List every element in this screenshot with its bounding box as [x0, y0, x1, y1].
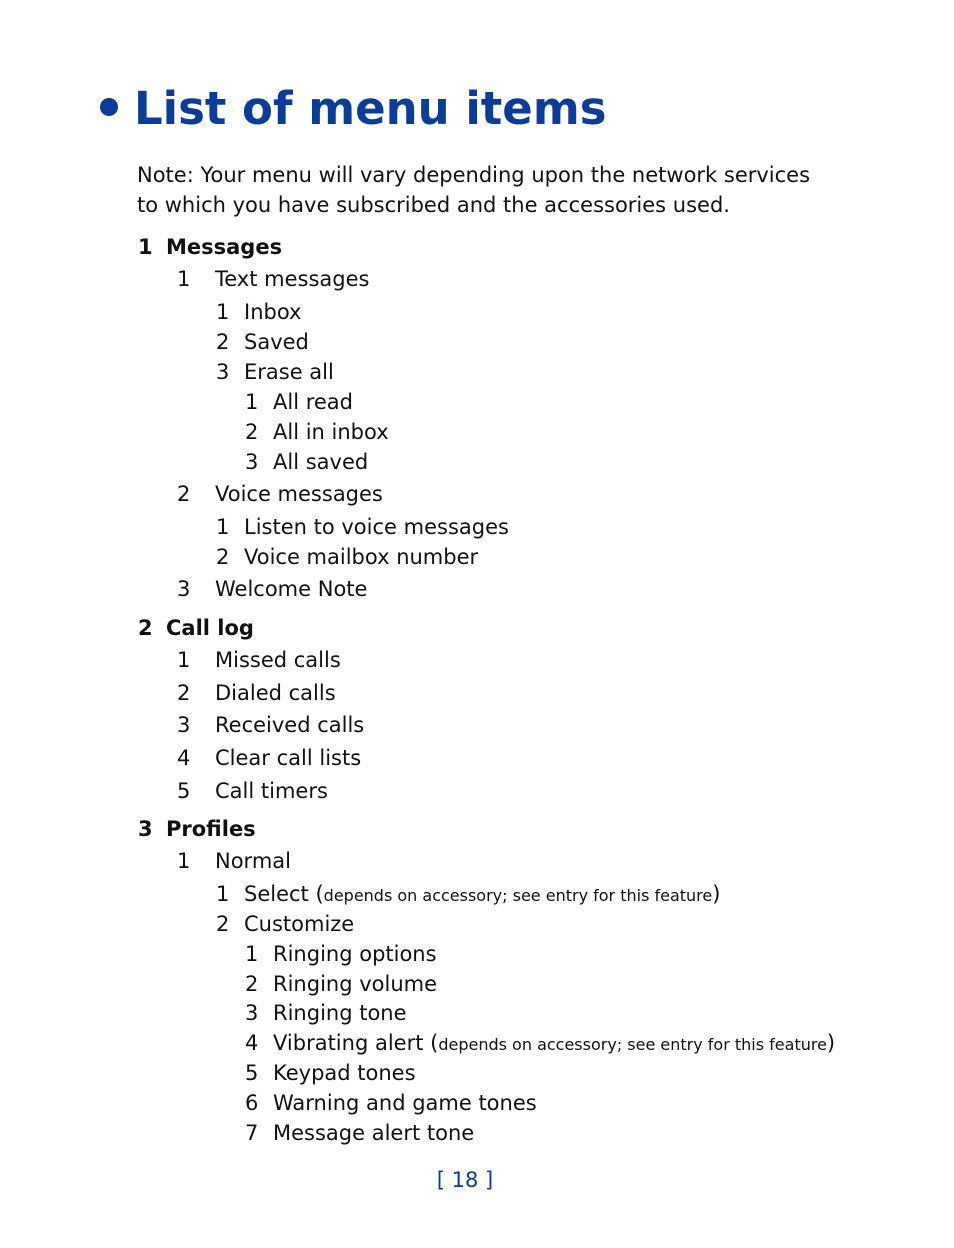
menu-item-number: 3: [245, 1001, 259, 1025]
menu-item-note: depends on accessory; see entry for this feature: [323, 886, 713, 905]
menu-item-number: 1: [216, 515, 230, 539]
menu-item-text: Select (: [244, 882, 324, 906]
menu-item-number: 1: [216, 300, 230, 324]
menu-item-close-paren: ): [712, 882, 721, 906]
menu-item-label: [273, 940, 437, 968]
menu-item-text: Messages: [166, 235, 283, 259]
menu-item-label: [215, 575, 367, 603]
menu-item-label: [215, 847, 291, 875]
menu-item-text: Ringing tone: [273, 1001, 407, 1025]
menu-item-label: [166, 233, 282, 261]
menu-item-text: Clear call lists: [215, 746, 362, 770]
menu-item-label: [244, 358, 334, 386]
page-title: [100, 82, 607, 135]
menu-note: Note: Your menu will vary depending upon the network services to which you have subscribed and the accessories used.: [137, 163, 811, 217]
menu-item-text: Erase all: [244, 360, 334, 384]
menu-item-label: [215, 744, 361, 772]
menu-item-text: All read: [273, 390, 354, 414]
menu-item-label: [244, 543, 478, 571]
menu-item-number: 2: [177, 681, 191, 705]
menu-item-label: [273, 999, 407, 1027]
menu-item-label: [273, 418, 389, 446]
menu-item-number: 1: [177, 267, 191, 291]
menu-item-number: 3: [138, 817, 153, 841]
menu-item-number: 1: [216, 882, 230, 906]
menu-item-number: 3: [177, 577, 191, 601]
menu-item-number: 4: [245, 1031, 259, 1055]
menu-item-text: Call timers: [215, 779, 328, 803]
menu-item-number: 5: [245, 1061, 259, 1085]
menu-item-label: [166, 815, 256, 843]
menu-item-label: [215, 480, 383, 508]
menu-item-text: Warning and game tones: [273, 1091, 537, 1115]
menu-item-label: [244, 513, 509, 541]
menu-item-label: [273, 1119, 474, 1147]
menu-item-text: Voice messages: [215, 482, 383, 506]
menu-item-note: depends on accessory; see entry for this feature: [438, 1035, 827, 1054]
menu-item-text: Keypad tones: [273, 1061, 416, 1085]
bullet-icon: [100, 98, 118, 116]
menu-item-label: [215, 265, 369, 293]
menu-item-label: [215, 646, 341, 674]
menu-item-text: Listen to voice messages: [244, 515, 509, 539]
menu-item-text: Ringing options: [273, 942, 437, 966]
menu-item-number: 7: [245, 1121, 259, 1145]
menu-item-text: Vibrating alert (: [273, 1031, 439, 1055]
page-title-text: List of menu items: [134, 82, 607, 135]
menu-item-text: Profiles: [166, 817, 256, 841]
menu-item-number: 2: [177, 482, 191, 506]
menu-item-number: 1: [177, 849, 191, 873]
menu-item-text: Dialed calls: [215, 681, 336, 705]
menu-item-text: Welcome Note: [215, 577, 368, 601]
menu-item-text: Normal: [215, 849, 291, 873]
menu-item-number: 1: [245, 942, 259, 966]
menu-item-label: [273, 1059, 416, 1087]
menu-item-label: [215, 711, 364, 739]
menu-item-label: [273, 1029, 835, 1059]
menu-item-close-paren: ): [826, 1031, 836, 1055]
menu-item-label: [273, 970, 437, 998]
menu-item-number: 2: [245, 420, 259, 444]
menu-item-label: [244, 328, 309, 356]
page-number: [ 18 ]: [436, 1168, 494, 1192]
menu-item-text: All in inbox: [273, 420, 389, 444]
menu-item-label: [244, 910, 354, 938]
menu-item-text: Ringing volume: [273, 972, 438, 996]
menu-item-number: 1: [177, 648, 191, 672]
menu-item-text: Message alert tone: [273, 1121, 475, 1145]
menu-item-text: Call log: [166, 616, 254, 640]
menu-item-text: All saved: [273, 450, 369, 474]
menu-item-number: 3: [245, 450, 259, 474]
menu-item-label: [215, 777, 328, 805]
menu-item-number: 2: [138, 616, 153, 640]
menu-item-number: 4: [177, 746, 191, 770]
menu-item-number: 2: [245, 972, 259, 996]
menu-item-number: 2: [216, 545, 230, 569]
menu-item-label: [215, 679, 336, 707]
menu-item-number: 1: [138, 235, 153, 259]
menu-item-number: 6: [245, 1091, 259, 1115]
menu-item-text: Missed calls: [215, 648, 341, 672]
menu-item-number: 1: [245, 390, 259, 414]
menu-item-label: [244, 298, 301, 326]
menu-item-text: Received calls: [215, 713, 365, 737]
menu-item-text: Customize: [244, 912, 355, 936]
menu-item-text: Inbox: [244, 300, 302, 324]
menu-item-number: 2: [216, 330, 230, 354]
menu-item-number: 5: [177, 779, 191, 803]
menu-item-text: Voice mailbox number: [244, 545, 479, 569]
menu-item-text: Saved: [244, 330, 309, 354]
menu-item-text: Text messages: [215, 267, 370, 291]
menu-item-number: 3: [177, 713, 191, 737]
menu-item-label: [244, 880, 720, 910]
menu-item-label: [166, 614, 254, 642]
menu-item-label: [273, 1089, 537, 1117]
menu-item-label: [273, 388, 353, 416]
menu-item-number: 3: [216, 360, 230, 384]
menu-item-label: [273, 448, 368, 476]
menu-item-number: 2: [216, 912, 230, 936]
